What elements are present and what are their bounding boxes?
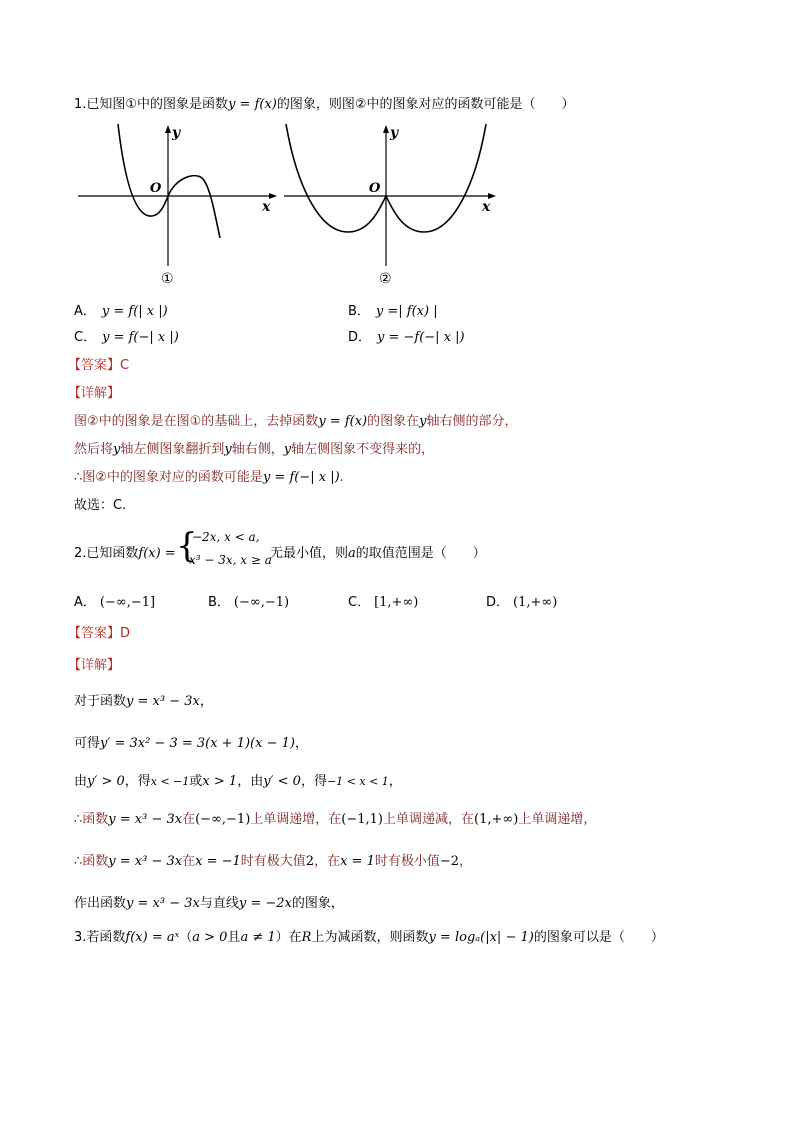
fig1-y-label: y	[172, 125, 181, 141]
answer-value: D	[120, 626, 131, 641]
q1-option-c[interactable]: C． y = f(−| x |)	[74, 330, 179, 345]
fig2-y-arrow	[383, 125, 389, 133]
q2-option-c[interactable]: C． [1,+∞)	[348, 595, 419, 610]
q2-answer	[68, 622, 130, 641]
fig1-curve	[118, 124, 220, 238]
q2-fx: f(x) =	[138, 546, 176, 561]
q2-solution-line-3: 由y′ > 0，得x < −1或x > 1，由y′ < 0，得−1 < x < 1，	[74, 774, 402, 789]
fig2-y-label: y	[390, 125, 399, 141]
figure-2-graph	[278, 120, 498, 270]
q2-solution-line-6: 作出函数y = x³ − 3x与直线y = −2x的图象，	[74, 896, 344, 911]
q2-case-2: x³ − 3x, x ≥ a	[189, 553, 272, 567]
q1-option-a[interactable]: A． y = f(| x |)	[74, 304, 168, 319]
q2-detail-tag: 【详解】	[68, 658, 121, 673]
q2-stem-tail: 无最小值，则a的取值范围是（ ）	[270, 546, 486, 561]
q1-option-d[interactable]: D． y = −f(−| x |)	[348, 330, 465, 345]
q2-solution-line-5: ∴函数y = x³ − 3x在x = −1时有极大值2，在x = 1时有极小值−2，	[74, 854, 473, 869]
fig2-origin-label: O	[369, 181, 381, 196]
q1-answer	[68, 354, 129, 373]
q1-stem: 1.已知图①中的图象是函数y = f(x)的图象，则图②中的图象对应的函数可能是（ ）	[74, 97, 575, 112]
fig1-origin-label: O	[150, 181, 162, 196]
q1-solution-line-1: 图②中的图象是在图①的基础上，去掉函数y = f(x)的图象在y轴右侧的部分，	[74, 414, 518, 429]
answer-tag: 【答案】	[68, 626, 121, 641]
fig2-caption: ②	[379, 271, 392, 287]
q3-stem: 3.若函数f(x) = aˣ（a > 0且a ≠ 1）在R上为减函数，则函数y = logₐ(|x| − 1)的图象可以是（ ）	[74, 930, 664, 945]
q2-solution-line-1: 对于函数y = x³ − 3x，	[74, 694, 213, 709]
q2-solution-line-2: 可得y′ = 3x² − 3 = 3(x + 1)(x − 1)，	[74, 736, 308, 751]
q2-case-1: −2x, x < a,	[192, 530, 260, 544]
answer-tag: 【答案】	[68, 358, 121, 373]
fig2-x-label: x	[482, 199, 491, 215]
q1-option-b[interactable]: B． y =| f(x) |	[348, 304, 438, 319]
answer-value: C	[120, 358, 130, 373]
q1-solution-line-2: 然后将y轴左侧图象翻折到y轴右侧，y轴左侧图象不变得来的，	[74, 442, 435, 457]
fig1-y-arrow	[165, 125, 171, 133]
q2-solution-line-4: ∴函数y = x³ − 3x在(−∞,−1)上单调递增，在(−1,1)上单调递减，在(1,+∞)上单调递增，	[74, 812, 597, 827]
q2-piecewise-brace: {	[176, 526, 198, 566]
q1-solution-line-4: 故选：C.	[74, 498, 127, 513]
q2-stem-lead: 2.已知函数f(x) =	[74, 546, 176, 561]
figure-1-graph	[78, 120, 278, 270]
fig1-x-label: x	[262, 199, 271, 215]
q2-option-a[interactable]: A． (−∞,−1]	[74, 595, 156, 610]
q2-option-d[interactable]: D． (1,+∞)	[486, 595, 558, 610]
q1-detail-tag: 【详解】	[68, 386, 121, 401]
q1-solution-line-3: ∴图②中的图象对应的函数可能是y = f(−| x |).	[74, 470, 344, 485]
q2-option-b[interactable]: B． (−∞,−1)	[208, 595, 290, 610]
fig1-caption: ①	[161, 271, 174, 287]
